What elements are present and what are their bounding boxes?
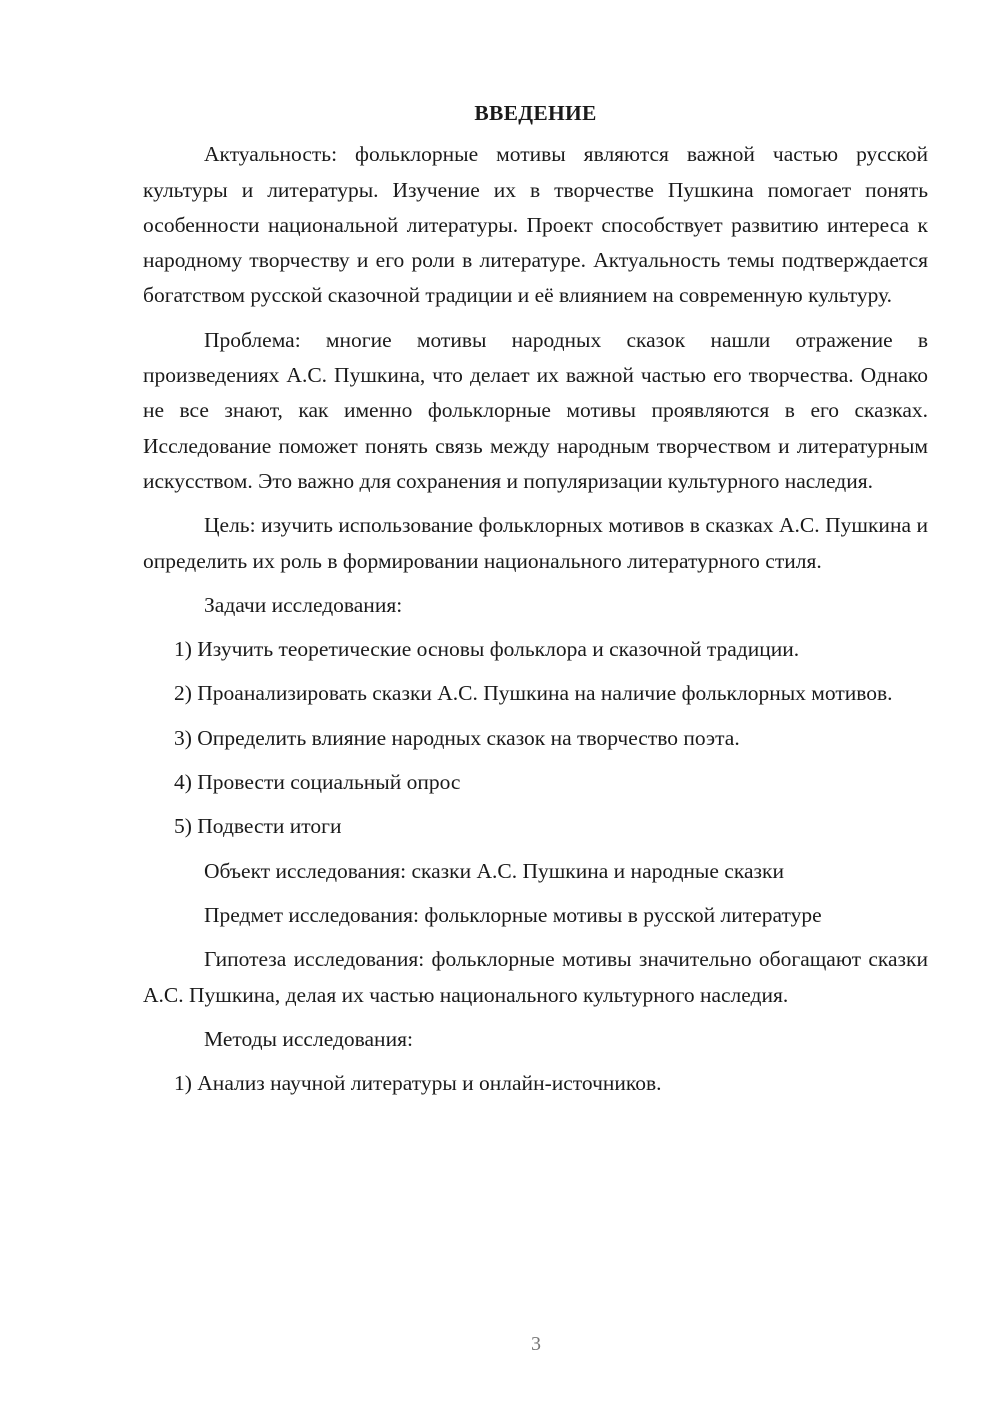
task-item: 1) Изучить теоретические основы фольклора и сказочной традиции. <box>174 637 800 662</box>
hypothesis-paragraph: Гипотеза исследования: фольклорные мотивы значительно обогащают сказки А.С. Пушкина, делая их частью национального культурного наследия. <box>143 947 928 1007</box>
goal-paragraph: Цель: изучить использование фольклорных мотивов в сказках А.С. Пушкина и определить их роль в формировании национального литературного стиля. <box>143 513 928 573</box>
task-item: 2) Проанализировать сказки А.С. Пушкина на наличие фольклорных мотивов. <box>174 681 893 706</box>
problem-paragraph: Проблема: многие мотивы народных сказок нашли отражение в произведениях А.С. Пушкина, что делает их важной частью его творчества. Однако не все знают, как именно фольклорные мотивы проявляются в его сказках. Исследование поможет понять связь между народным творчеством и литературным искусством. Это важно для сохранения и популяризации культурного наследия. <box>143 327 928 493</box>
task-item: 4) Провести социальный опрос <box>174 770 461 795</box>
page-number: 3 <box>531 1333 541 1355</box>
task-item: 5) Подвести итоги <box>174 814 342 839</box>
methods-heading: Методы исследования: <box>204 1026 413 1051</box>
method-item: 1) Анализ научной литературы и онлайн-источников. <box>174 1071 662 1096</box>
page-title: ВВЕДЕНИЕ <box>474 101 597 125</box>
object-paragraph: Объект исследования: сказки А.С. Пушкина и народные сказки <box>204 858 784 883</box>
tasks-heading: Задачи исследования: <box>204 592 403 617</box>
document-page <box>143 96 928 1110</box>
relevance-paragraph: Актуальность: фольклорные мотивы являются важной частью русской культуры и литературы. Изучение их в творчестве Пушкина помогает понять особенности национальной литературы. Проект способствует развитию интереса к народному творчеству и его роли в литературе. Актуальность темы подтверждается богатством русской сказочной традиции и её влиянием на современную культуру. <box>143 142 928 308</box>
task-item: 3) Определить влияние народных сказок на творчество поэта. <box>174 725 740 750</box>
subject-paragraph: Предмет исследования: фольклорные мотивы в русской литературе <box>204 902 822 927</box>
